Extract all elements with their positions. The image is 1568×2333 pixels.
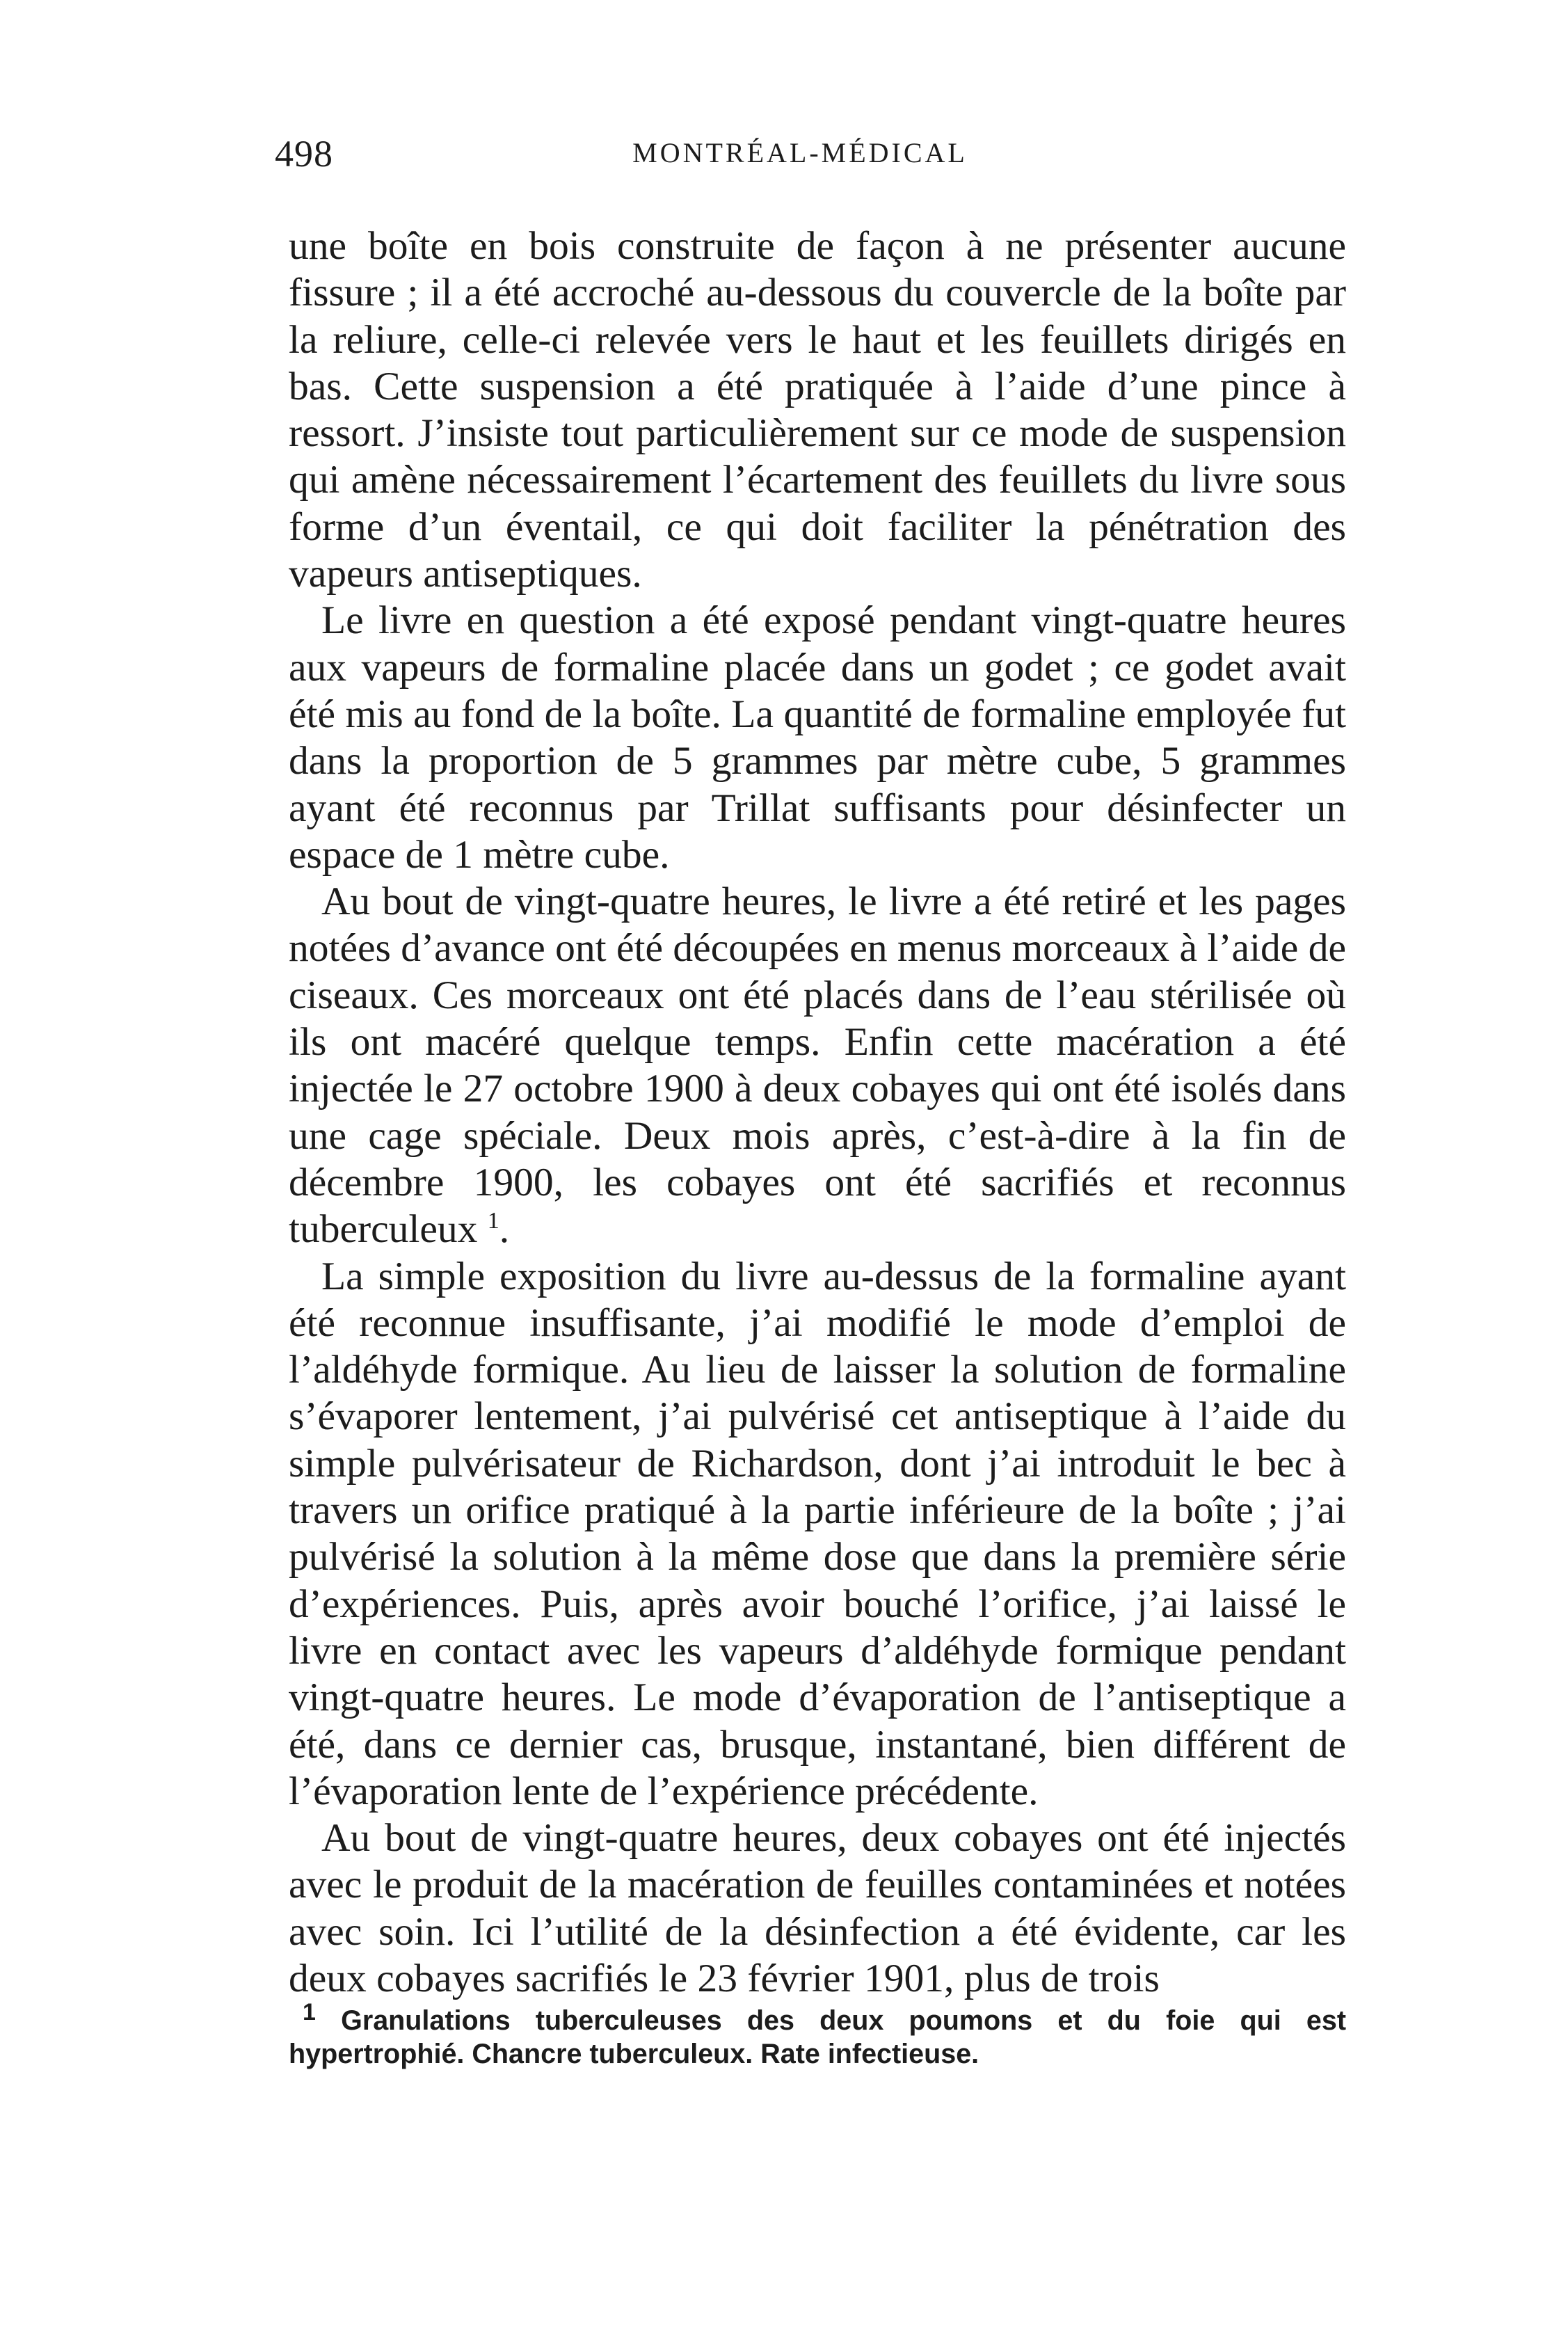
footnote-reference: 1 xyxy=(487,1208,499,1234)
running-title: MONTRÉAL-MÉDICAL xyxy=(632,137,968,168)
footnote-text: Granulations tuberculeuses des deux poumons et du foie qui est hypertrophié. Chancre tuberculeux. Rate infectieuse. xyxy=(289,2005,1346,2069)
paragraph: Au bout de vingt-quatre heures, deux cobayes ont été injectés avec le produit de la macération de feuilles contaminées et notées avec soin. Ici l’utilité de la désinfection a été évidente, car les deux cobayes sacrifiés le 23 février 1901, plus de trois xyxy=(289,1816,1346,2000)
paragraph-text: Au bout de vingt-quatre heures, le livre a été retiré et les pages notées d’avance ont été découpées en menus morceaux à l’aide de ciseaux. Ces morceaux ont été placés dans de l’eau stérilisée où ils ont macéré quelque temps. Enfin cette macération a été injectée le 27 octobre 1900 à deux cobayes qui ont été isolés dans une cage spéciale. Deux mois après, c’est-à-dire à la fin de décembre 1900, les cobayes ont été sacrifiés et reconnus tuberculeux xyxy=(289,879,1346,1252)
page-number: 498 xyxy=(275,133,333,175)
paragraph-continued: une boîte en bois construite de façon à ne présenter aucune fissure ; il a été accroché au-dessous du couvercle de la boîte par la reliure, celle-ci relevée vers le haut et les feuillets dirigés en bas. Cette suspension a été pratiquée à l’aide d’une pince à ressort. J’insiste tout particulièrement sur ce mode de suspension qui amène nécessairement l’écartement des feuillets du livre sous forme d’un éventail, ce qui doit faciliter la pénétration des vapeurs antiseptiques. xyxy=(289,224,1346,596)
footnote xyxy=(289,1998,1346,2071)
body-text xyxy=(289,223,1346,2002)
page-header xyxy=(275,132,1325,181)
paragraph: La simple exposition du livre au-dessus de la formaline ayant été reconnue insuffisante, j’ai modifié le mode d’emploi de l’aldéhyde formique. Au lieu de laisser la solution de formaline s’évaporer lentement, j’ai pulvérisé cet antiseptique à l’aide du simple pulvérisateur de Richardson, dont j’ai introduit le bec à travers un orifice pratiqué à la partie inférieure de la boîte ; j’ai pulvérisé la solution à la même dose que dans la première série d’expériences. Puis, après avoir bouché l’orifice, j’ai laissé le livre en contact avec les vapeurs d’aldéhyde formique pendant vingt-quatre heures. Le mode d’évaporation de l’antiseptique a été, dans ce dernier cas, brusque, instantané, bien différent de l’évaporation lente de l’expérience précédente. xyxy=(289,1254,1346,1813)
paragraph: Le livre en question a été exposé pendant vingt-quatre heures aux vapeurs de formaline placée dans un godet ; ce godet avait été mis au fond de la boîte. La quantité de formaline employée fut dans la proportion de 5 grammes par mètre cube, 5 grammes ayant été reconnus par Trillat suffisants pour désinfecter un espace de 1 mètre cube. xyxy=(289,598,1346,877)
paragraph-with-footnote-ref xyxy=(289,878,1346,1252)
footnote-marker: 1 xyxy=(303,1998,316,2025)
sentence-end: . xyxy=(499,1207,510,1252)
